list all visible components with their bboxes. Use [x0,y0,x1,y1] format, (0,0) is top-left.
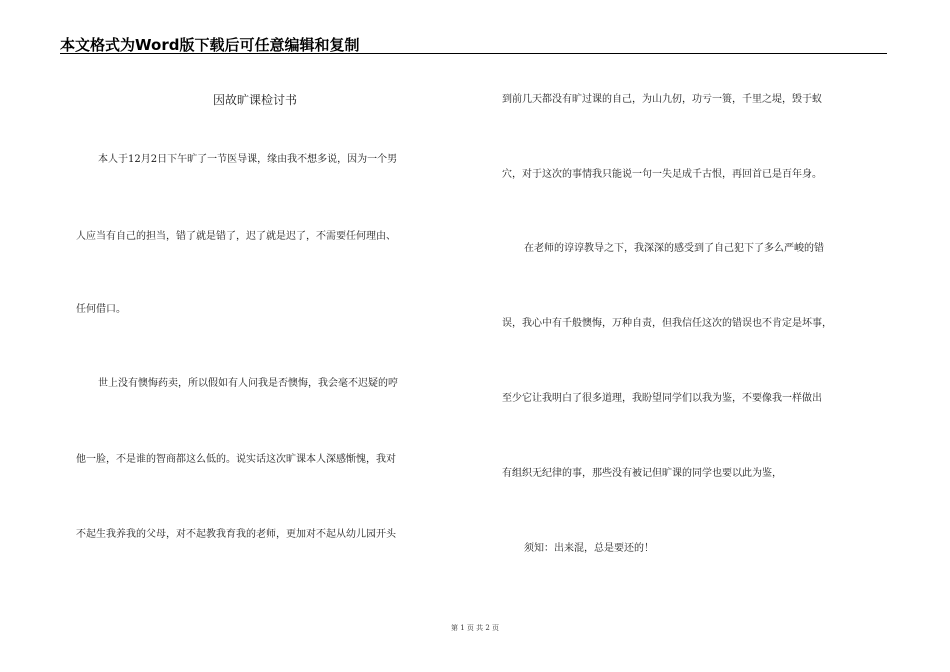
text-line: 在老师的谆谆教导之下，我深深的感受到了自己犯下了多么严峻的错 [524,243,824,254]
document-title: 因故旷课检讨书 [213,93,298,107]
text-line: 人应当有自己的担当，错了就是错了，迟了就是迟了，不需要任何理由、 [76,231,396,242]
text-line: 到前几天都没有旷过课的自己，为山九仞，功亏一篑，千里之堤，毁于蚁 [502,94,822,105]
text-line: 穴，对于这次的事情我只能说一句一失足成千古恨，再回首已是百年身。 [502,169,822,180]
text-line: 世上没有懊悔药卖，所以假如有人问我是否懊悔，我会毫不迟疑的哼 [98,378,398,389]
banner-divider [60,53,887,54]
text-line: 任何借口。 [76,304,126,315]
page-number: 第 1 页 共 2 页 [450,624,500,632]
download-banner: 本文格式为Word版下载后可任意编辑和复制 [60,36,360,54]
text-line: 不起生我养我的父母，对不起教我育我的老师，更加对不起从幼儿园开头 [76,529,396,540]
text-line: 本人于12月2日下午旷了一节医导课，缘由我不想多说，因为一个男 [98,154,398,165]
text-line: 他一脸，不是谁的智商都这么低的。说实话这次旷课本人深感惭愧，我对 [76,454,396,465]
text-line: 至少它让我明白了很多道理，我盼望同学们以我为鉴，不要像我一样做出 [502,393,822,404]
text-line: 须知：出来混，总是要还的！ [524,543,654,554]
text-line: 误，我心中有千般懊悔，万种自责，但我信任这次的错误也不肯定是坏事， [502,318,832,329]
text-line: 有组织无纪律的事，那些没有被记但旷课的同学也要以此为鉴， [502,468,782,479]
